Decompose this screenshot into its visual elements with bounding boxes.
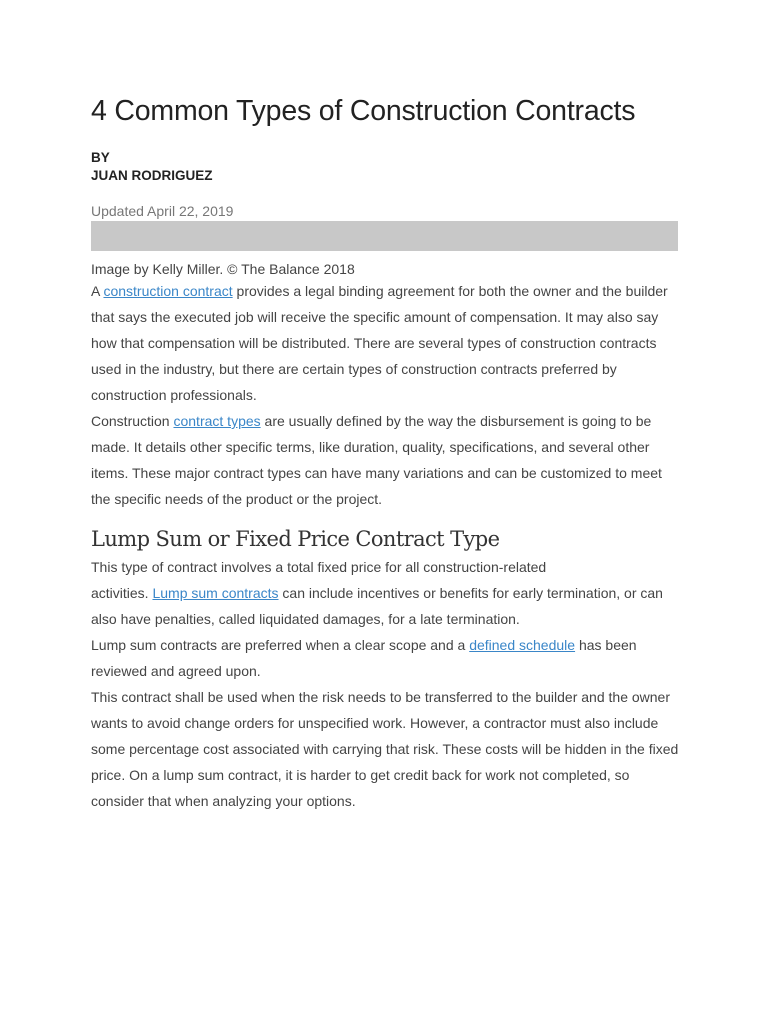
- lump-sum-contracts-link[interactable]: Lump sum contracts: [152, 585, 279, 601]
- article-image-placeholder: [91, 221, 678, 251]
- section-heading-lump-sum: Lump Sum or Fixed Price Contract Type: [91, 527, 500, 551]
- lump-sum-p1-line1: This type of contract involves a total fixed price for all construction-related: [91, 559, 547, 575]
- by-label: BY: [91, 150, 110, 165]
- article: [91, 92, 679, 814]
- lump-sum-paragraph-3: This contract shall be used when the risk needs to be transferred to the builder and the owner wants to avoid change orders for unspecified work. However, a contractor must also include some percentage cost associated with carrying that risk. These costs will be hidden in the fixed price. On a lump sum contract, it is harder to get credit back for work not completed, so consider that when analyzing your options.: [91, 689, 679, 809]
- intro2-text-before: Construction: [91, 413, 174, 429]
- lump-sum-p2-before: Lump sum contracts are preferred when a clear scope and a: [91, 637, 470, 653]
- intro1-text-after: provides a legal binding agreement for both the owner and the builder that says the executed job will receive the specific amount of compensation. It may also say how that compensation will be distributed. There are several types of construction contracts used in the industry, but there are certain types of construction contracts preferred by construction professionals.: [91, 283, 668, 403]
- contract-types-link[interactable]: contract types: [173, 413, 261, 429]
- image-caption: Image by Kelly Miller. © The Balance 2018: [91, 261, 355, 277]
- article-title: 4 Common Types of Construction Contracts: [91, 95, 636, 127]
- intro1-text-before: A: [91, 283, 104, 299]
- lump-sum-p1-after: can include incentives or benefits for early termination, or can also have penalties, called liquidated damages, for a late termination.: [91, 585, 663, 627]
- byline: [91, 149, 679, 185]
- lump-sum-paragraph-1: [91, 554, 679, 632]
- intro2-text-after: are usually defined by the way the disbursement is going to be made. It details other specific terms, like duration, quality, specifications, and several other items. These major contract types can have many variations and can be customized to meet the specific needs of the product or the project.: [91, 413, 662, 507]
- intro-paragraph-1: [91, 278, 679, 408]
- lump-sum-paragraph-2: [91, 632, 679, 684]
- updated-date: Updated April 22, 2019: [91, 203, 234, 219]
- lump-sum-p2-after: has been reviewed and agreed upon.: [91, 637, 637, 679]
- defined-schedule-link[interactable]: defined schedule: [469, 637, 576, 653]
- construction-contract-link[interactable]: construction contract: [103, 283, 233, 299]
- intro-paragraph-2: [91, 408, 679, 512]
- lump-sum-p1-before: activities.: [91, 585, 153, 601]
- author-name[interactable]: JUAN RODRIGUEZ: [91, 168, 213, 183]
